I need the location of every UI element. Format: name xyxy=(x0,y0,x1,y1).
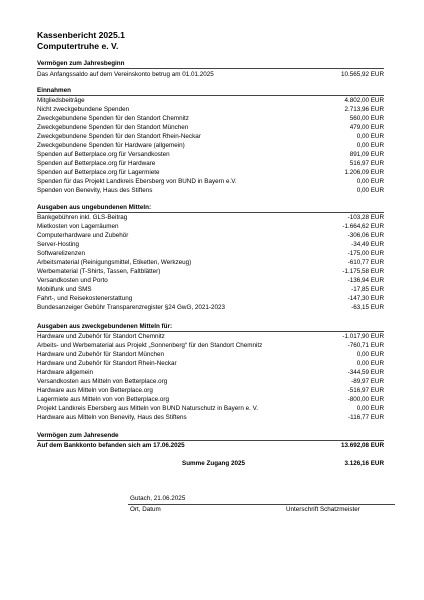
row-amount: -1.017,90 EUR xyxy=(342,333,384,340)
row-label: Projekt Landkreis Ebersberg aus Mitteln von BUND Naturschutz in Bayern e. V. xyxy=(37,405,258,412)
row-amount: -175,00 EUR xyxy=(347,250,384,257)
row-label: Hardware und Zubehör für Standort Rhein-Neckar xyxy=(37,360,177,367)
table-row xyxy=(37,240,384,249)
row-label: Softwarelizenzen xyxy=(37,250,85,257)
section-heading-expenses-unbound: Ausgaben aus ungebundenen Mitteln: xyxy=(37,204,152,211)
table-row xyxy=(37,141,384,150)
row-amount: 13.692,08 EUR xyxy=(340,442,384,449)
summary-label: Summe Zugang 2025 xyxy=(182,460,245,467)
row-label: Auf dem Bankkonto befanden sich am 17.06.2025 xyxy=(37,442,185,449)
row-label: Zweckgebundene Spenden für den Standort Chemnitz xyxy=(37,115,189,122)
row-amount: -516,97 EUR xyxy=(347,387,384,394)
table-row xyxy=(37,386,384,395)
table-row xyxy=(37,213,384,222)
table-row xyxy=(37,276,384,285)
row-amount: -760,71 EUR xyxy=(347,342,384,349)
row-label: Spenden auf Betterplace.org für Hardware xyxy=(37,160,156,167)
row-amount: -1.175,58 EUR xyxy=(342,268,384,275)
row-label: Hardware aus Mitteln von Benevity, Haus des Stiftens xyxy=(37,414,187,421)
table-row xyxy=(37,177,384,186)
row-label: Lagermiete aus Mitteln von von Betterplace.org xyxy=(37,396,169,403)
row-amount: -34,49 EUR xyxy=(351,241,384,248)
table-row xyxy=(37,332,384,341)
table-row xyxy=(37,159,384,168)
row-label: Hardware aus Mitteln von Betterplace.org xyxy=(37,387,153,394)
signature-caption: Unterschrift Schatzmeister xyxy=(286,506,360,513)
section-rule xyxy=(37,68,384,69)
table-row xyxy=(37,294,384,303)
table-row xyxy=(37,168,384,177)
table-row xyxy=(37,249,384,258)
row-amount: -89,97 EUR xyxy=(351,378,384,385)
row-label: Das Anfangssaldo auf dem Vereinskonto betrug am 01.01.2025 xyxy=(37,71,214,78)
row-label: Fahrt-, und Reisekostenerstattung xyxy=(37,295,133,302)
row-amount: 0,00 EUR xyxy=(356,187,384,194)
row-amount: 2.713,96 EUR xyxy=(344,106,384,113)
table-row xyxy=(37,96,384,105)
table-row xyxy=(37,285,384,294)
table-row xyxy=(37,350,384,359)
row-label: Spenden von Benevity, Haus des Stiftens xyxy=(37,187,153,194)
row-label: Hardware und Zubehör für Standort München xyxy=(37,351,165,358)
row-label: Versandkosten und Porto xyxy=(37,277,108,284)
row-label: Mitgliedsbeiträge xyxy=(37,97,85,104)
table-row xyxy=(37,359,384,368)
table-row xyxy=(37,377,384,386)
place-date-value: Gutach, 21.06.2025 xyxy=(130,495,186,502)
row-amount: -610,77 EUR xyxy=(347,259,384,266)
row-amount: 0,00 EUR xyxy=(356,133,384,140)
row-label: Bankgebühren inkl. GLS-Beitrag xyxy=(37,214,128,221)
row-label: Spenden auf Betterplace.org für Versandkosten xyxy=(37,151,170,158)
table-row xyxy=(37,441,384,450)
row-label: Computerhardware und Zubehör xyxy=(37,232,129,239)
table-row xyxy=(37,222,384,231)
row-label: Hardware allgemein xyxy=(37,369,93,376)
row-amount: 0,00 EUR xyxy=(356,178,384,185)
place-date-caption: Ort, Datum xyxy=(130,506,161,513)
row-label: Nicht zweckgebundene Spenden xyxy=(37,106,130,113)
row-amount: 0,00 EUR xyxy=(356,142,384,149)
row-amount: -17,85 EUR xyxy=(351,286,384,293)
table-row xyxy=(37,150,384,159)
row-label: Arbeits- und Werbematerial aus Projekt „Sonnenberg“ für den Standort Chemnitz xyxy=(37,342,263,349)
table-row xyxy=(37,303,384,312)
row-label: Mobilfunk und SMS xyxy=(37,286,92,293)
row-amount: -103,28 EUR xyxy=(347,214,384,221)
row-label: Zweckgebundene Spenden für den Standort München xyxy=(37,124,189,131)
row-label: Mietkosten von Lagerräumen xyxy=(37,223,119,230)
row-amount: 10.565,92 EUR xyxy=(340,71,384,78)
summary-amount: 3.126,16 EUR xyxy=(344,460,384,467)
row-amount: 891,09 EUR xyxy=(349,151,384,158)
row-amount: -136,94 EUR xyxy=(347,277,384,284)
table-row xyxy=(37,105,384,114)
section-heading-opening: Vermögen zum Jahresbeginn xyxy=(37,60,125,67)
table-row xyxy=(37,114,384,123)
table-row xyxy=(37,258,384,267)
row-label: Hardware und Zubehör für Standort Chemnitz xyxy=(37,333,165,340)
row-amount: 0,00 EUR xyxy=(356,405,384,412)
section-heading-closing: Vermögen zum Jahresende xyxy=(37,432,119,439)
row-amount: 0,00 EUR xyxy=(356,351,384,358)
row-amount: -147,30 EUR xyxy=(347,295,384,302)
row-amount: 560,00 EUR xyxy=(349,115,384,122)
row-amount: 516,97 EUR xyxy=(349,160,384,167)
row-amount: -800,00 EUR xyxy=(347,396,384,403)
row-label: Spenden auf Betterplace.org für Lagermiete xyxy=(37,169,160,176)
table-row xyxy=(37,123,384,132)
table-row xyxy=(37,368,384,377)
row-label: Versandkosten aus Mitteln von Betterplace.org xyxy=(37,378,168,385)
table-row xyxy=(37,404,384,413)
table-row xyxy=(37,231,384,240)
table-row xyxy=(37,413,384,422)
section-heading-expenses-bound: Ausgaben aus zweckgebundenen Mitteln für: xyxy=(37,323,173,330)
document-subtitle: Computertruhe e. V. xyxy=(37,41,119,51)
table-row xyxy=(37,267,384,276)
row-amount: -306,06 EUR xyxy=(347,232,384,239)
row-amount: -63,15 EUR xyxy=(351,304,384,311)
table-row xyxy=(37,341,384,350)
table-row xyxy=(37,186,384,195)
table-row xyxy=(37,395,384,404)
row-amount: -116,77 EUR xyxy=(348,414,384,421)
signature-line xyxy=(128,504,395,505)
row-label: Arbeitsmaterial (Reinigungsmittel, Etiketten, Werkzeug) xyxy=(37,259,192,266)
row-label: Zweckgebundene Spenden für den Standort Rhein-Neckar xyxy=(37,133,201,140)
row-amount: -1.664,62 EUR xyxy=(342,223,384,230)
table-row xyxy=(37,132,384,141)
row-amount: 0,00 EUR xyxy=(356,360,384,367)
document-title: Kassenbericht 2025.1 xyxy=(37,30,125,40)
row-amount: -344,59 EUR xyxy=(347,369,384,376)
row-label: Server-Hosting xyxy=(37,241,79,248)
row-amount: 4.802,00 EUR xyxy=(344,97,384,104)
row-label: Bundesanzeiger Gebühr Transparenzregister §24 GwG, 2021-2023 xyxy=(37,304,225,311)
row-label: Werbematerial (T-Shirts, Tassen, Faltblätter) xyxy=(37,268,161,275)
row-amount: 1.206,09 EUR xyxy=(344,169,384,176)
row-label: Zweckgebundene Spenden für Hardware (allgemein) xyxy=(37,142,185,149)
section-heading-income: Einnahmen xyxy=(37,87,71,94)
row-label: Spenden für das Projekt Landkreis Ebersberg von BUND in Bayern e.V. xyxy=(37,178,237,185)
row-amount: 479,00 EUR xyxy=(349,124,384,131)
table-row xyxy=(37,70,384,79)
